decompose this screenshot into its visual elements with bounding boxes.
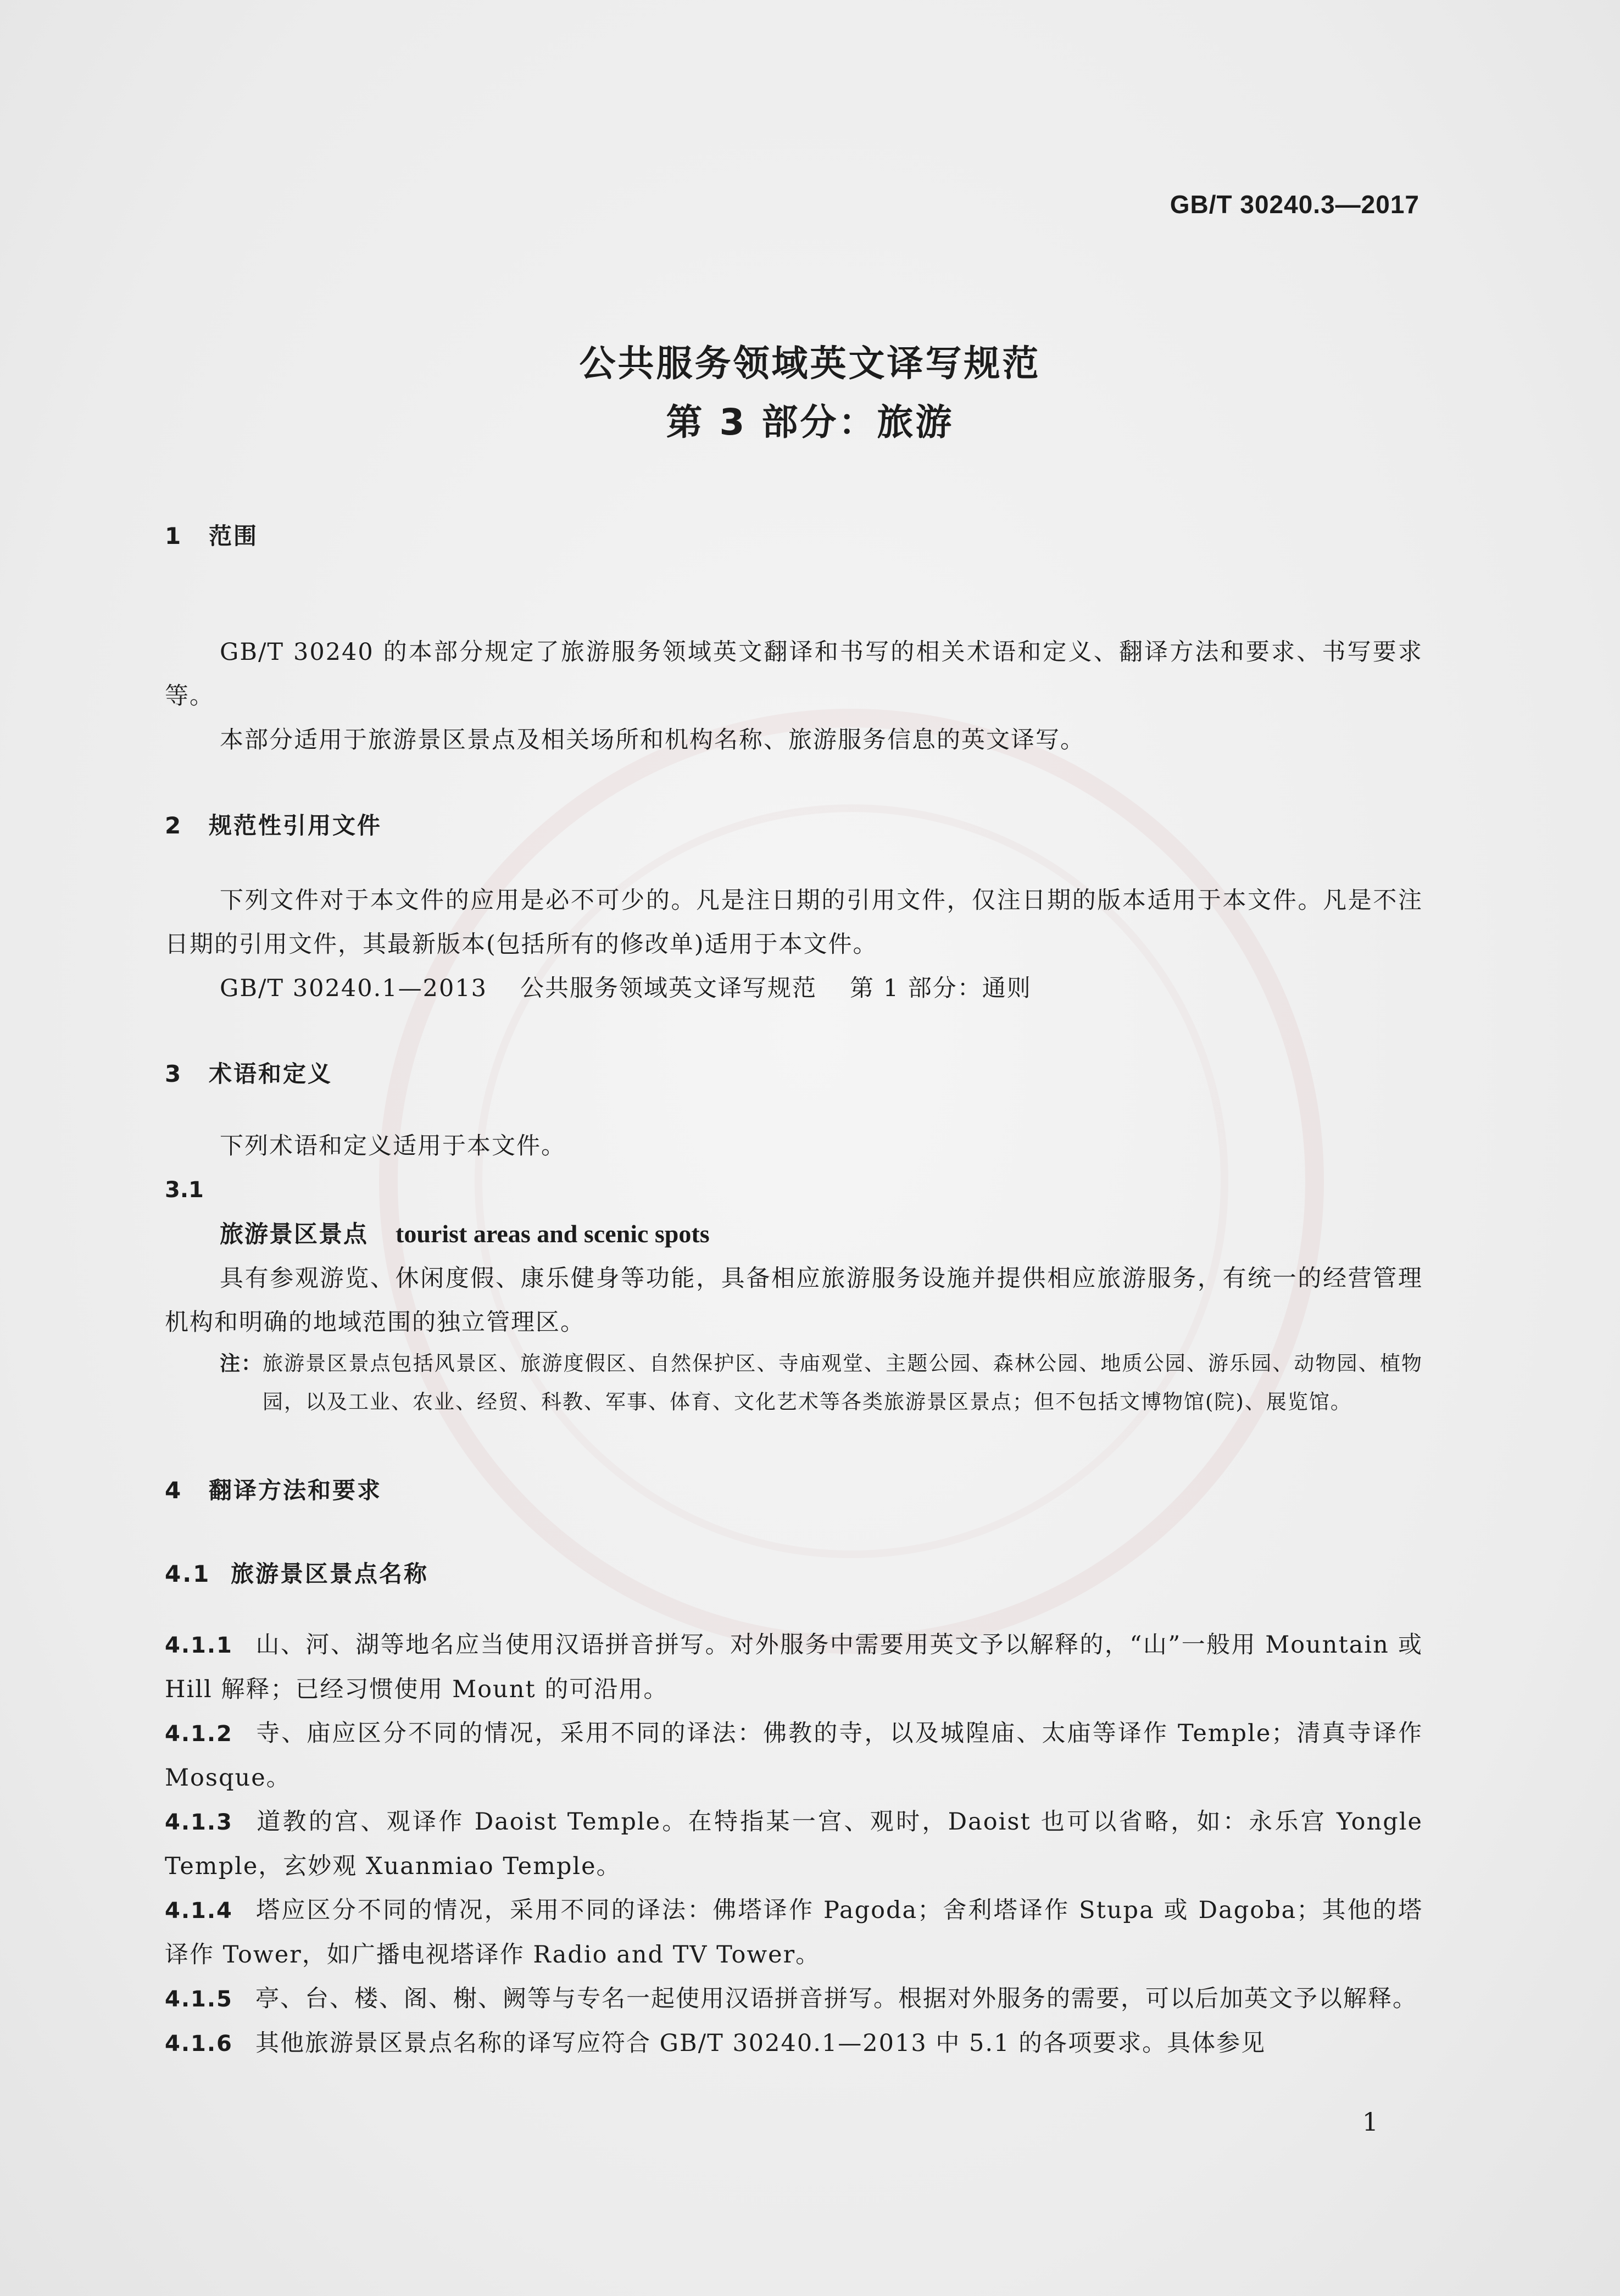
clause xyxy=(165,1977,1423,2021)
section-number: 4 xyxy=(165,1477,183,1504)
term-english: tourist areas and scenic spots xyxy=(396,1220,710,1248)
section-heading-terms-definitions xyxy=(165,1060,1423,1087)
note-text: 旅游景区景点包括风景区、旅游度假区、自然保护区、寺庙观堂、主题公园、森林公园、地质公园、游乐园、动物园、植物园，以及工业、农业、经贸、科教、军事、体育、文化艺术等各类旅游景区景点；但不包括文博物馆(院)、展览馆。 xyxy=(263,1352,1423,1414)
paragraph: 下列术语和定义适用于本文件。 xyxy=(220,1132,566,1160)
section-title: 翻译方法和要求 xyxy=(209,1477,382,1504)
clause-number: 4.1.6 xyxy=(165,2031,233,2056)
clause-number: 4.1.1 xyxy=(165,1633,233,1658)
term-entry xyxy=(165,1212,1423,1257)
clause-text: 亭、台、楼、阁、榭、阙等与专名一起使用汉语拼音拼写。根据对外服务的需要，可以后加英文予以解释。 xyxy=(255,1985,1417,2013)
clause xyxy=(165,1711,1423,1800)
paragraph: GB/T 30240 的本部分规定了旅游服务领域英文翻译和书写的相关术语和定义、翻译方法和要求、书写要求等。 xyxy=(165,638,1423,710)
clause xyxy=(165,1623,1423,1711)
normative-reference-entry xyxy=(165,966,1423,1010)
page-number: 1 xyxy=(1362,2107,1378,2137)
section-title: 术语和定义 xyxy=(209,1060,333,1087)
section-title: 规范性引用文件 xyxy=(209,812,382,839)
subsection-number: 4.1 xyxy=(165,1560,211,1587)
document-body xyxy=(165,522,1423,2066)
page-subtitle: 第 3 部分：旅游 xyxy=(666,401,954,443)
term-definition: 具有参观游览、休闲度假、康乐健身等功能，具备相应旅游服务设施并提供相应旅游服务，有统一的经营管理机构和明确的地域范围的独立管理区。 xyxy=(165,1265,1423,1336)
clause-text: 其他旅游景区景点名称的译写应符合 GB/T 30240.1—2013 中 5.1 的各项要求。具体参见 xyxy=(255,2030,1266,2057)
clause-number: 4.1.5 xyxy=(165,1987,233,2012)
subsection-heading xyxy=(165,1560,1423,1587)
clause-text: 塔应区分不同的情况，采用不同的译法：佛塔译作 Pagoda；舍利塔译作 Stupa 或 Dagoba；其他的塔译作 Tower，如广播电视塔译作 Radio and TV Tower。 xyxy=(165,1897,1423,1969)
clause-number: 4.1.4 xyxy=(165,1898,233,1923)
page-title: 公共服务领域英文译写规范 xyxy=(579,342,1041,385)
clause-text: 寺、庙应区分不同的情况，采用不同的译法：佛教的寺，以及城隍庙、太庙等译作 Temple；清真寺译作 Mosque。 xyxy=(165,1720,1423,1792)
section-title: 范围 xyxy=(209,522,259,549)
section-heading-translation-methods xyxy=(165,1479,1423,1502)
paragraph: 下列文件对于本文件的应用是必不可少的。凡是注日期的引用文件，仅注日期的版本适用于本文件。凡是不注日期的引用文件，其最新版本(包括所有的修改单)适用于本文件。 xyxy=(165,887,1423,958)
reference-part: 第 1 部分：通则 xyxy=(850,975,1032,1002)
clause-number: 4.1.3 xyxy=(165,1810,233,1835)
clause-text: 道教的宫、观译作 Daoist Temple。在特指某一宫、观时，Daoist 也可以省略，如：永乐宫 Yongle Temple，玄妙观 Xuanmiao Temple。 xyxy=(165,1808,1423,1880)
clause-list xyxy=(165,1623,1423,2066)
section-number: 2 xyxy=(165,812,183,839)
subsection-title: 旅游景区景点名称 xyxy=(231,1560,429,1587)
clause xyxy=(165,1888,1423,1977)
section-heading-scope xyxy=(165,522,1423,549)
term-number: 3.1 xyxy=(165,1177,204,1203)
section-heading-normative-references xyxy=(165,814,1423,837)
clause xyxy=(165,1800,1423,1888)
term-note xyxy=(165,1344,1423,1421)
section-number: 1 xyxy=(165,522,183,549)
paragraph: 本部分适用于旅游景区景点及相关场所和机构名称、旅游服务信息的英文译写。 xyxy=(220,726,1085,754)
note-label: 注： xyxy=(220,1352,263,1375)
reference-code: GB/T 30240.1—2013 xyxy=(220,975,488,1002)
document-number: GB/T 30240.3—2017 xyxy=(1170,190,1419,219)
clause xyxy=(165,2021,1423,2066)
clause-text: 山、河、湖等地名应当使用汉语拼音拼写。对外服务中需要用英文予以解释的，“山”一般用 Mountain 或 Hill 解释；已经习惯使用 Mount 的可沿用。 xyxy=(165,1631,1423,1703)
section-number: 3 xyxy=(165,1060,183,1087)
term-chinese: 旅游景区景点 xyxy=(220,1221,368,1248)
clause-number: 4.1.2 xyxy=(165,1721,233,1747)
reference-title: 公共服务领域英文译写规范 xyxy=(520,975,817,1002)
